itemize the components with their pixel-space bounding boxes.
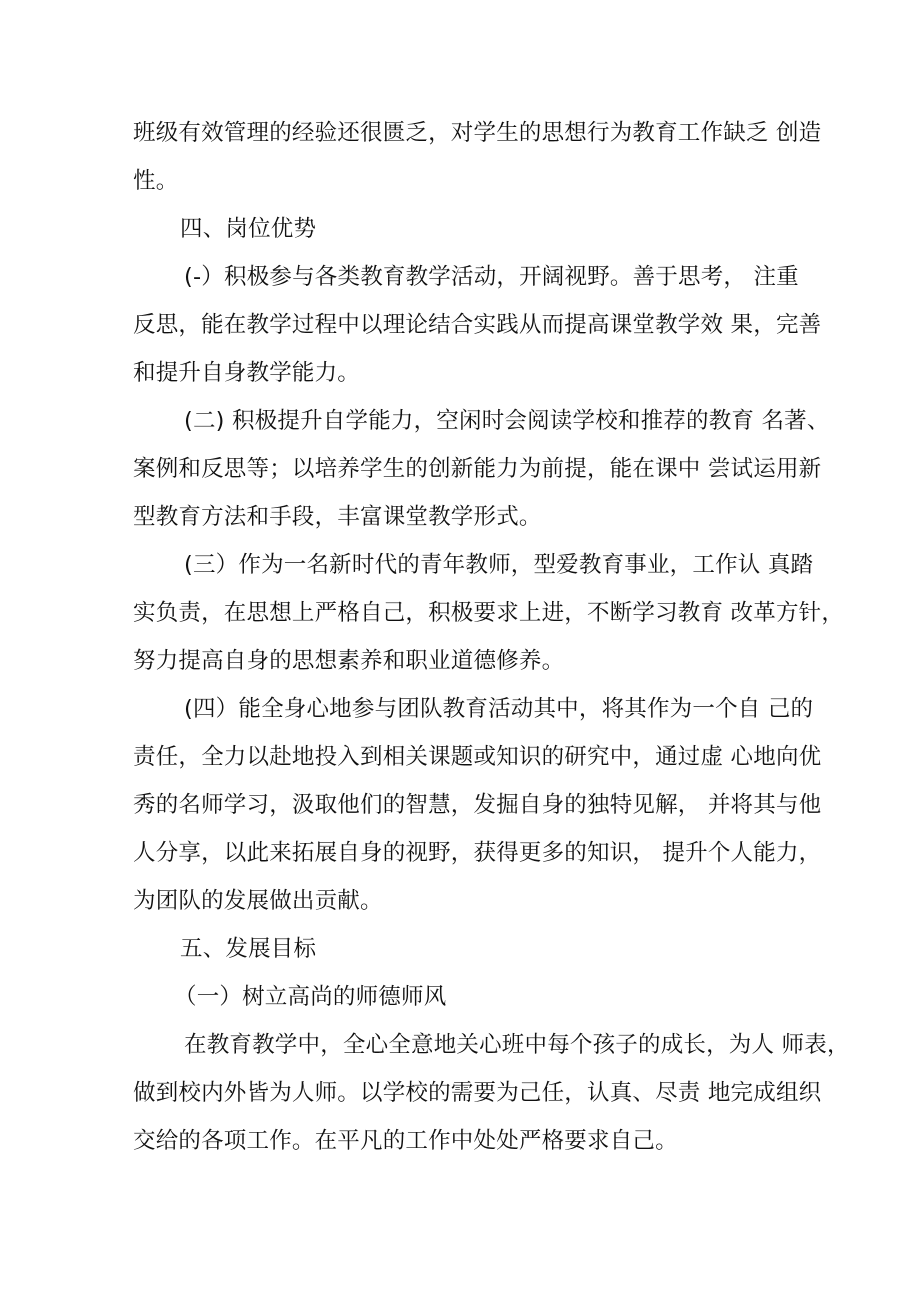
paragraph-line: (二) 积极提升自学能力，空闲时会阅读学校和推荐的教育 名著、 <box>184 408 830 434</box>
paragraph-line: 班级有效管理的经验还很匮乏，对学生的思想行为教育工作缺乏 创造 <box>133 120 822 146</box>
paragraph-line: 秀的名师学习，汲取他们的智慧，发掘自身的独特见解， 并将其与他 <box>133 792 822 818</box>
paragraph-line: 人分享，以此来拓展自身的视野，获得更多的知识， 提升个人能力， <box>133 840 822 866</box>
section-heading: 五、发展目标 <box>180 936 317 962</box>
paragraph-line: 反思，能在教学过程中以理论结合实践从而提高课堂教学效 果，完善 <box>133 312 822 338</box>
paragraph-line: 和提升自身教学能力。 <box>133 360 361 386</box>
paragraph-line: 努力提高自身的思想素养和职业道德修养。 <box>133 648 565 674</box>
paragraph-line: (四）能全身心地参与团队教育活动其中，将其作为一个自 己的 <box>184 696 814 722</box>
paragraph-line: 在教育教学中，全心全意地关心班中每个孩子的成长，为人 师表， <box>184 1032 850 1058</box>
paragraph-line: (-）积极参与各类教育教学活动，开阔视野。善于思考， 注重 <box>184 264 799 290</box>
paragraph-line: 交给的各项工作。在平凡的工作中处处严格要求自己。 <box>133 1128 678 1154</box>
paragraph-line: 案例和反思等；以培养学生的创新能力为前提，能在课中 尝试运用新 <box>133 456 822 482</box>
paragraph-line: 做到校内外皆为人师。以学校的需要为己任，认真、尽责 地完成组织 <box>133 1080 822 1106</box>
paragraph-line: 为团队的发展做出贡献。 <box>133 888 383 914</box>
paragraph-line: 型教育方法和手段，丰富课堂教学形式。 <box>133 504 542 530</box>
paragraph-line: 性。 <box>133 168 179 194</box>
paragraph-line: (三）作为一名新时代的青年教师，型爱教育事业，工作认 真踏 <box>184 552 814 578</box>
subsection-heading: （一）树立高尚的师德师风 <box>174 984 447 1010</box>
paragraph-line: 责任，全力以赴地投入到相关课题或知识的研究中，通过虚 心地向优 <box>133 744 822 770</box>
paragraph-line: 实负责，在思想上严格自己，积极要求上进，不断学习教育 改革方针， <box>133 600 845 626</box>
section-heading: 四、岗位优势 <box>180 216 317 242</box>
